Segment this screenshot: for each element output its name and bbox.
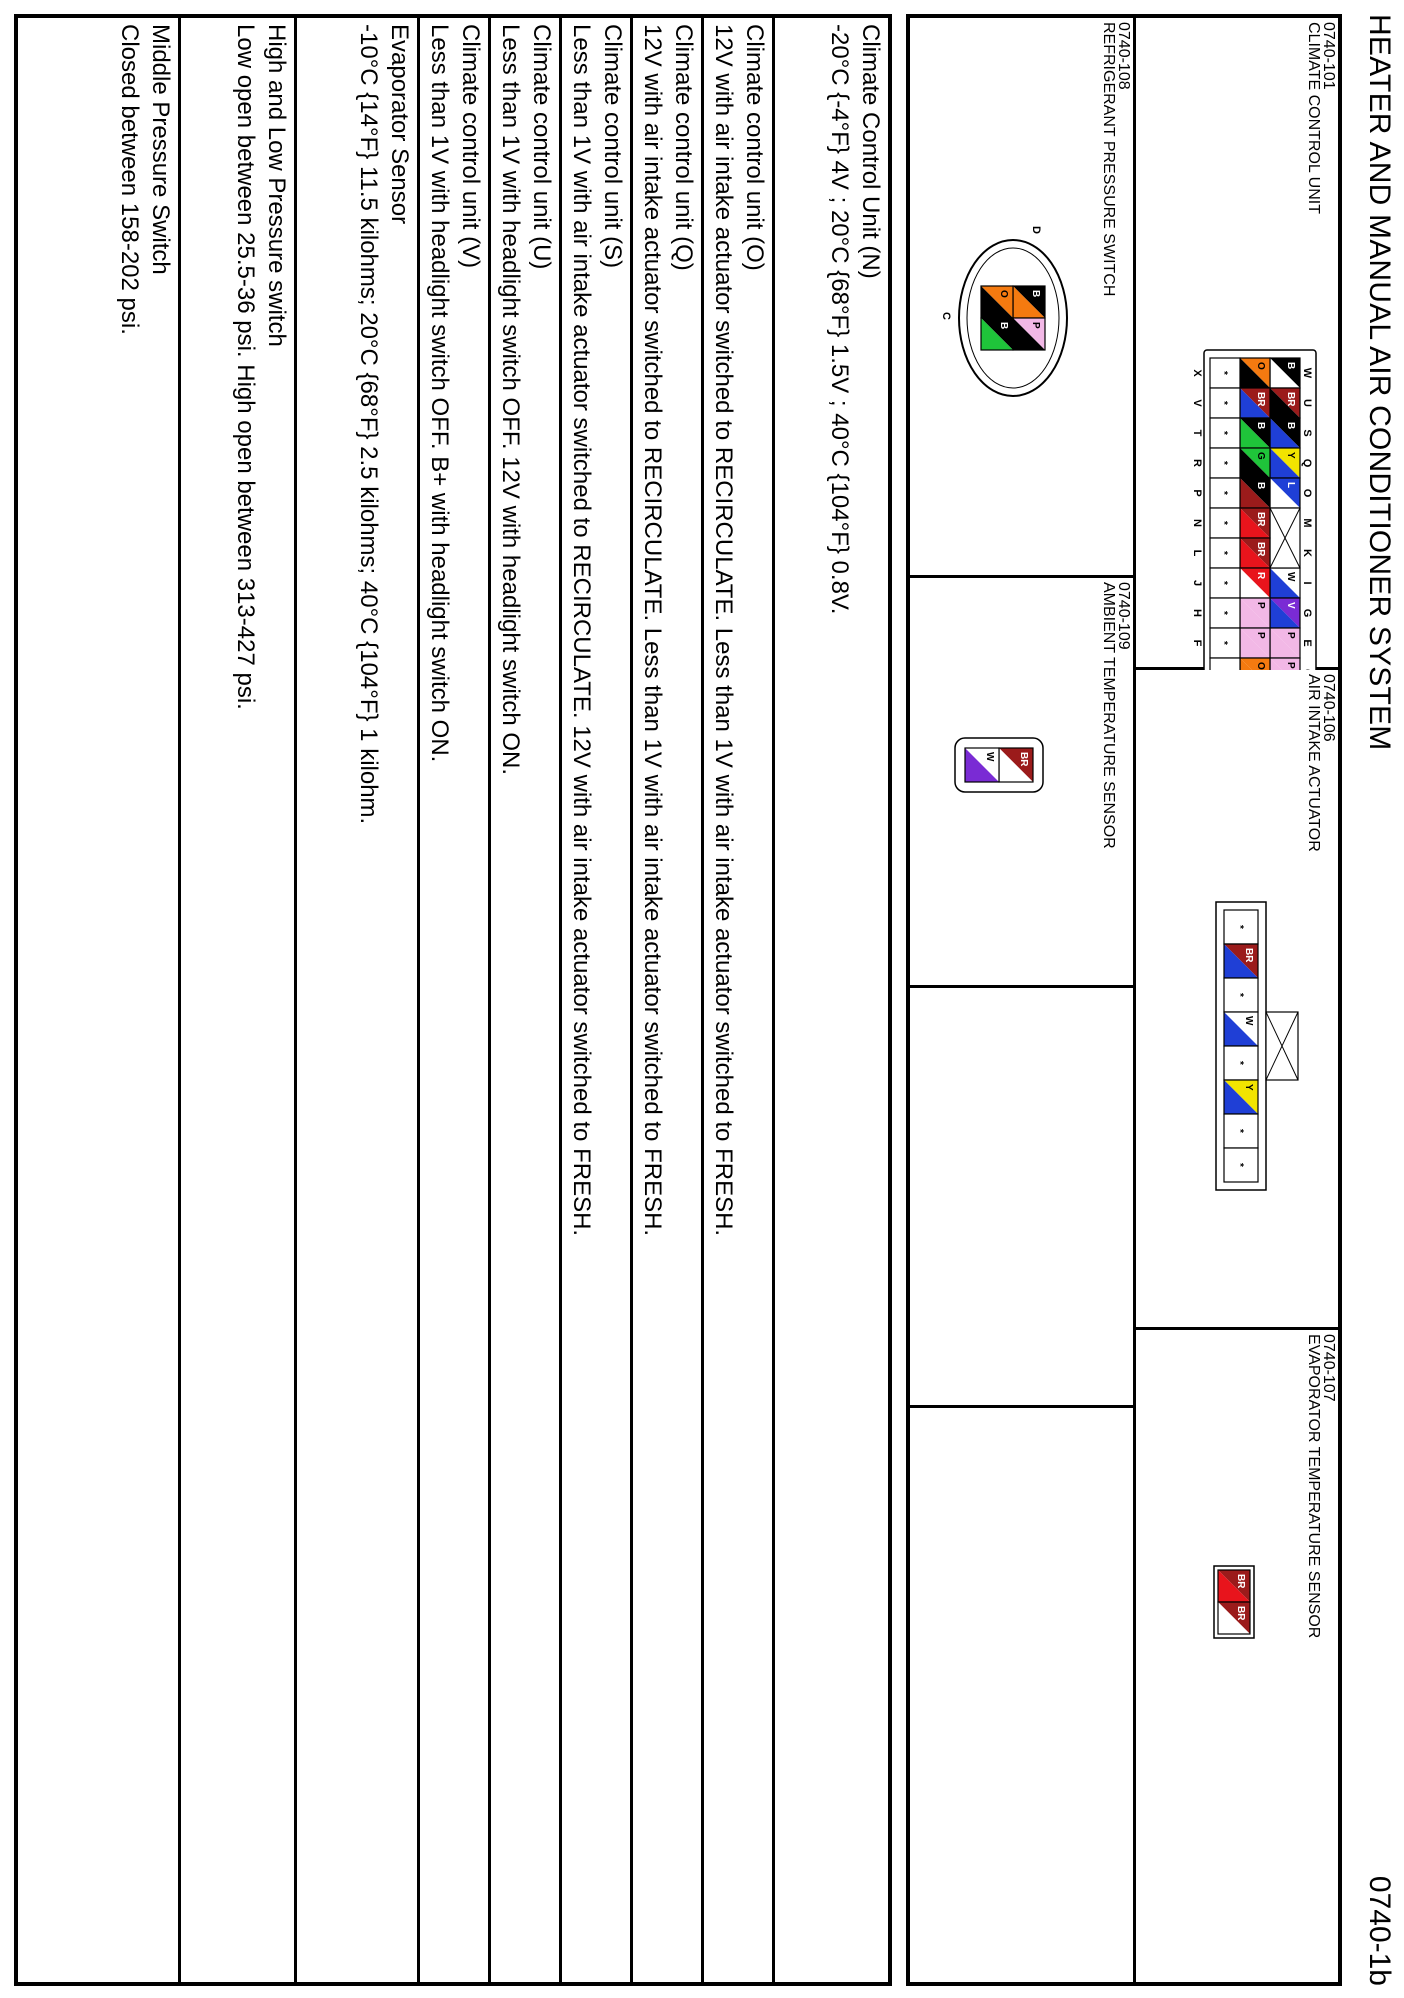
description-heading: Climate Control Unit (N) bbox=[857, 24, 884, 279]
wire-label: * bbox=[1218, 521, 1229, 525]
wire-label: P bbox=[1030, 322, 1041, 329]
pin-label: V bbox=[1191, 399, 1203, 407]
pin-label: D bbox=[1030, 226, 1042, 234]
wire-label: R bbox=[1255, 572, 1266, 580]
description-table bbox=[14, 14, 892, 1986]
ambient-sensor-connector-svg bbox=[910, 578, 1133, 988]
description-text: Low open between 25.5-36 psi. High open between 313-427 psi. bbox=[232, 24, 259, 710]
description-text: Less than 1V with air intake actuator switched to RECIRCULATE. 12V with air intake actuator switched to FRESH. bbox=[568, 24, 595, 1237]
wire-label: BR bbox=[1285, 392, 1296, 407]
page-number: 0740-1b bbox=[1363, 1875, 1396, 1986]
description-heading: Climate control unit (Q) bbox=[670, 24, 697, 271]
description-row bbox=[417, 18, 488, 1982]
description-row bbox=[14, 18, 178, 1982]
wire-label: P bbox=[1255, 632, 1266, 639]
empty-connector-cell bbox=[910, 1408, 1133, 1982]
description-heading: Evaporator Sensor bbox=[386, 24, 413, 225]
wire-label: * bbox=[1218, 371, 1229, 375]
connector-code: 0740-101 bbox=[1320, 22, 1337, 90]
pin-label: T bbox=[1191, 429, 1203, 437]
connector-cell-ambient-temperature-sensor bbox=[910, 578, 1133, 988]
wire-label: * bbox=[1218, 401, 1229, 405]
page-title: HEATER AND MANUAL AIR CONDITIONER SYSTEM bbox=[1363, 14, 1396, 751]
wire-label: BR bbox=[1255, 512, 1266, 527]
ccu-cavity-bottom bbox=[1210, 658, 1240, 670]
wire-label: BR bbox=[1235, 1574, 1246, 1589]
pin-label: N bbox=[1191, 519, 1203, 527]
pin-label: U bbox=[1301, 399, 1313, 407]
description-heading: Climate control unit (O) bbox=[741, 24, 768, 271]
connector-name: AMBIENT TEMPERATURE SENSOR bbox=[1100, 582, 1117, 849]
wire-label: * bbox=[1218, 431, 1229, 435]
pin-label: R bbox=[1191, 459, 1203, 467]
wire-label: W bbox=[1243, 1016, 1254, 1026]
description-row bbox=[294, 18, 417, 1982]
connector-name: EVAPORATOR TEMPERATURE SENSOR bbox=[1305, 1334, 1322, 1639]
wire-label: * bbox=[1218, 641, 1229, 645]
description-heading: Climate control unit (S) bbox=[599, 24, 626, 269]
description-heading: Climate control unit (V) bbox=[457, 24, 484, 269]
pin-label: I bbox=[1301, 581, 1313, 585]
wire-label: * bbox=[1218, 611, 1229, 615]
ets-body-group bbox=[1214, 1566, 1254, 1638]
wire-label: P bbox=[1285, 662, 1296, 669]
wire-label: BR bbox=[1018, 752, 1029, 767]
pin-label: G bbox=[1301, 608, 1313, 618]
wire-label: Y bbox=[1243, 1084, 1254, 1091]
pin-label: X bbox=[1191, 369, 1203, 377]
wire-label: * bbox=[1234, 925, 1245, 929]
connector-name: REFRIGERANT PRESSURE SWITCH bbox=[1100, 22, 1117, 297]
connector-name: AIR INTAKE ACTUATOR bbox=[1305, 674, 1322, 852]
wire-label: BR bbox=[1255, 542, 1266, 557]
wire-label: P bbox=[1255, 602, 1266, 609]
pin-label: W bbox=[1301, 367, 1313, 379]
evaporator-sensor-connector-svg bbox=[1133, 1330, 1338, 1982]
connector-table bbox=[906, 14, 1342, 1986]
climate-control-unit-connector-svg bbox=[1133, 18, 1338, 670]
connector-name: CLIMATE CONTROL UNIT bbox=[1305, 22, 1322, 215]
wire-label: BR bbox=[1243, 948, 1254, 963]
connector-cell-climate-control-unit bbox=[1133, 18, 1338, 670]
aia-body-group bbox=[1216, 902, 1298, 1190]
wire-label: * bbox=[1234, 993, 1245, 997]
description-heading: High and Low Pressure switch bbox=[263, 24, 290, 347]
description-heading: Climate control unit (U) bbox=[528, 24, 555, 270]
description-text: Closed between 158-202 psi. bbox=[116, 24, 143, 335]
refrigerant-pressure-switch-connector-svg bbox=[910, 18, 1133, 578]
wire-label: O bbox=[1255, 662, 1266, 670]
description-row bbox=[630, 18, 701, 1982]
ccu-body-group bbox=[1191, 350, 1316, 670]
pin-label: H bbox=[1191, 609, 1203, 617]
connector-code: 0740-107 bbox=[1320, 1334, 1337, 1402]
pin-label: K bbox=[1301, 549, 1313, 557]
description-row bbox=[772, 18, 888, 1982]
wire-label: P bbox=[1285, 632, 1296, 639]
wire-label: B bbox=[1285, 362, 1296, 370]
pin-label: F bbox=[1191, 639, 1203, 647]
wire-label: * bbox=[1234, 1061, 1245, 1065]
wire-label: W bbox=[1285, 572, 1296, 582]
wire-label: BR bbox=[1235, 1606, 1246, 1621]
wire-label: G bbox=[1255, 452, 1266, 460]
description-row bbox=[178, 18, 294, 1982]
connector-code: 0740-109 bbox=[1115, 582, 1132, 650]
description-text: 12V with air intake actuator switched to RECIRCULATE. Less than 1V with air intake actuator switched to FRESH. bbox=[639, 24, 666, 1237]
wire-label: * bbox=[1234, 1163, 1245, 1167]
description-text: 12V with air intake actuator switched to RECIRCULATE. Less than 1V with air intake actuator switched to FRESH. bbox=[710, 24, 737, 1237]
wire-label: Y bbox=[1285, 452, 1296, 459]
wire-label: * bbox=[1218, 491, 1229, 495]
rps-body-group bbox=[940, 226, 1067, 396]
description-row bbox=[701, 18, 772, 1982]
description-heading: Middle Pressure Switch bbox=[147, 24, 174, 275]
pin-label: P bbox=[1191, 489, 1203, 497]
wire-label: B bbox=[1285, 422, 1296, 430]
wire-label: B bbox=[998, 322, 1009, 330]
description-text: Less than 1V with headlight switch OFF. B+ with headlight switch ON. bbox=[426, 24, 453, 763]
connector-cell-refrigerant-pressure-switch bbox=[910, 18, 1133, 578]
connector-cell-air-intake-actuator bbox=[1133, 670, 1338, 1330]
pin-label: M bbox=[1301, 518, 1313, 528]
wire-label: V bbox=[1285, 602, 1296, 609]
pin-label: L bbox=[1191, 549, 1203, 557]
wire-label: L bbox=[1285, 482, 1296, 489]
wire-label: * bbox=[1218, 551, 1229, 555]
air-intake-actuator-connector-svg bbox=[1133, 670, 1338, 1330]
wire-label: * bbox=[1218, 581, 1229, 585]
pin-label: O bbox=[1301, 488, 1313, 498]
pin-label: C bbox=[940, 312, 952, 320]
empty-connector-cell bbox=[910, 988, 1133, 1408]
pin-label: Q bbox=[1301, 458, 1313, 468]
wire-label: W bbox=[984, 752, 995, 762]
pin-label: S bbox=[1301, 429, 1313, 437]
description-text: Less than 1V with headlight switch OFF. 12V with headlight switch ON. bbox=[497, 24, 524, 776]
wire-label: * bbox=[1218, 461, 1229, 465]
description-row bbox=[559, 18, 630, 1982]
wire-label: BR bbox=[1255, 392, 1266, 407]
wire-label: B bbox=[1030, 290, 1041, 298]
wire-label: O bbox=[1255, 362, 1266, 370]
description-text: -20°C {-4°F} 4V ; 20°C {68°F} 1.5V ; 40°C {104°F} 0.8V. bbox=[826, 24, 853, 615]
wire-label: O bbox=[998, 290, 1009, 298]
connector-cell-evaporator-temperature-sensor bbox=[1133, 1330, 1338, 1982]
connector-code: 0740-106 bbox=[1320, 674, 1337, 742]
connector-code: 0740-108 bbox=[1115, 22, 1132, 90]
pin-label: J bbox=[1191, 579, 1203, 587]
wire-label: B bbox=[1255, 482, 1266, 490]
ats-body-group bbox=[955, 738, 1043, 792]
description-row bbox=[488, 18, 559, 1982]
description-text: -10°C {14°F} 11.5 kilohms; 20°C {68°F} 2.5 kilohms; 40°C {104°F} 1 kilohm. bbox=[355, 24, 382, 825]
pin-label: E bbox=[1301, 639, 1313, 647]
wire-label: B bbox=[1255, 422, 1266, 430]
wire-label: * bbox=[1234, 1129, 1245, 1133]
